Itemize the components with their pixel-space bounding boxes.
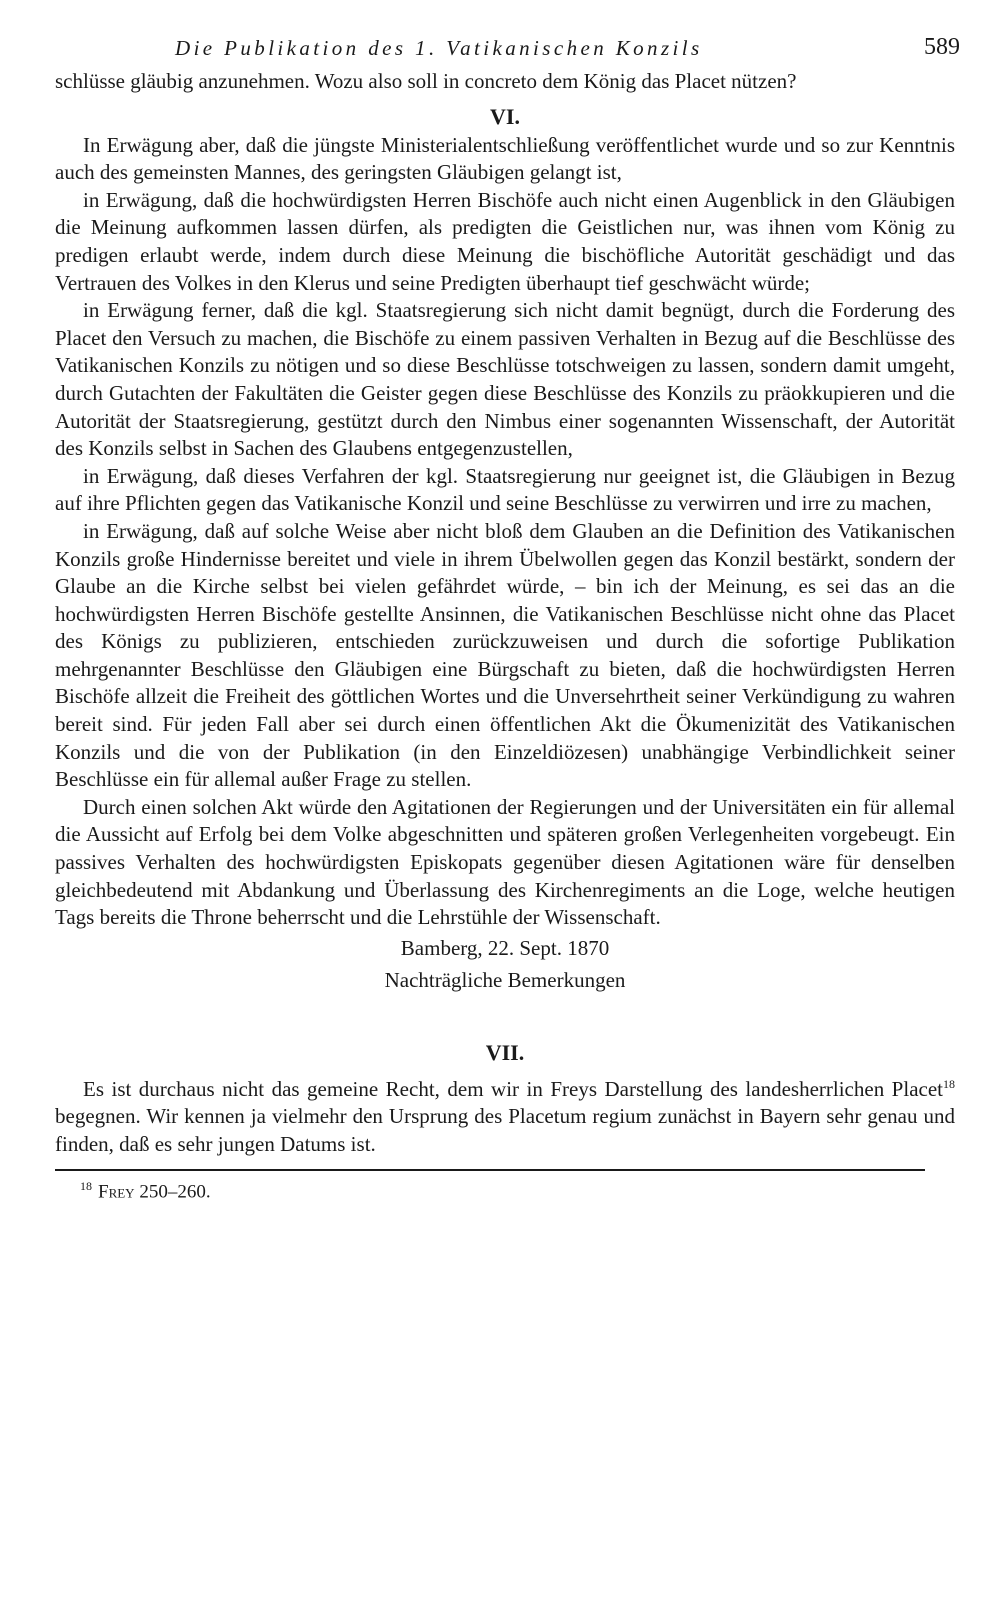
footnote-author: Frey bbox=[98, 1180, 135, 1202]
section-subtitle: Nachträgliche Bemerkungen bbox=[384, 967, 626, 992]
paragraph-vii bbox=[55, 1076, 955, 1159]
footnote-number: 18 bbox=[80, 1178, 92, 1193]
paragraph: in Erwägung, daß dieses Verfahren der kgl. Staatsregierung nur geeignet ist, die Gläubigen in Bezug auf ihre Pflichten gegen das Vatikanische Konzil und seine Beschlüsse zu verwirren und irre zu machen, bbox=[55, 463, 955, 516]
paragraph: in Erwägung, daß auf solche Weise aber nicht bloß dem Glauben an die Definition des Vatikanischen Konzils große Hindernisse bereitet und viele in ihrem Übelwollen gegen das Konzil bestärkt, sondern der Glaube an die Kirche selbst bei vielen gefährdet würde, – bin ich der Meinung, es sei das an die hochwürdigsten Herren Bischöfe gestellte Ansinnen, die Vatikanischen Beschlüsse nicht ohne das Placet des Königs zu publizieren, entschieden zurückzuweisen und durch die sofortige Publikation mehrgenannter Beschlüsse den Gläubigen eine Bürgschaft zu bieten, daß die hochwürdigsten Herren Bischöfe allzeit die Freiheit des göttlichen Wortes und die Unversehrtheit seiner Verkündigung zu wahren bereit sind. Für jeden Fall aber sei durch einen öffentlichen Akt die Ökumenizität des Vatikanischen Konzils und die von der Publikation (in den Einzeldiözesen) unabhängige Verbindlichkeit seiner Beschlüsse ein für allemal außer Frage zu stellen. bbox=[55, 518, 955, 792]
paragraph: Durch einen solchen Akt würde den Agitationen der Regierungen und der Universitäten ein für allemal die Aussicht auf Erfolg bei dem Volke abgeschnitten und späteren großen Verlegenheiten vorgebeugt. Ein passives Verhalten des hochwürdigsten Episkopats gegenüber diesen Agitationen wäre für denselben gleichbedeutend mit Abdankung und Überlassung des Kirchenregiments an die Loge, welche heutigen Tags bereits die Throne beherrscht und die Lehrstühle der Wissenschaft. bbox=[55, 794, 955, 930]
paragraph-text: Es ist durchaus nicht das gemeine Recht, dem wir in Freys Darstellung des landesherrlichen Placet bbox=[83, 1076, 943, 1101]
continuation-paragraph: schlüsse gläubig anzunehmen. Wozu also soll in concreto dem König das Placet nützen? bbox=[55, 69, 797, 93]
footnote-reference[interactable]: 18 bbox=[943, 1076, 955, 1091]
footnote bbox=[55, 1179, 955, 1203]
paragraph: in Erwägung ferner, daß die kgl. Staatsregierung sich nicht damit begnügt, durch die Forderung des Placet den Versuch zu machen, die Bischöfe zu einem passiven Verhalten in Bezug auf die Beschlüsse des Vatikanischen Konzils zu nötigen und so diese Beschlüsse totschweigen zu lassen, sondern damit umgeht, durch Gutachten der Fakultäten die Geister gegen diese Beschlüsse des Konzils zu präokkupieren und die Autorität der Staatsregierung, gestützt durch den Nimbus einer sogenannten Wissenschaft, der Autorität des Konzils selbst in Sachen des Glaubens entgegenzustellen, bbox=[55, 298, 955, 461]
paragraph: in Erwägung, daß die hochwürdigsten Herren Bischöfe auch nicht einen Augenblick in den Gläubigen die Meinung aufkommen lassen dürfen, als predigten die Geistlichen nur, was ihnen vom König zu predigen erlaubt werde, indem durch diese Meinung die bischöfliche Autorität geschädigt und das Vertrauen des Volkes in den Klerus und seine Predigten überhaupt tief geschwächt würde; bbox=[55, 187, 955, 295]
running-title: Die Publikation des 1. Vatikanischen Konzils bbox=[175, 36, 703, 60]
section-heading-vii: VII. bbox=[485, 1039, 525, 1065]
book-page bbox=[55, 28, 960, 1588]
paragraph-text: begegnen. Wir kennen ja vielmehr den Ursprung des Placetum regium zunächst in Bayern sehr genau und finden, daß es sehr jungen Datums ist. bbox=[55, 1104, 955, 1156]
body-text bbox=[55, 68, 955, 1159]
footnote-divider bbox=[55, 1169, 925, 1171]
footnote-pages: 250–260. bbox=[134, 1180, 211, 1202]
paragraph: In Erwägung aber, daß die jüngste Ministerialentschließung veröffentlichet wurde und so zur Kenntnis auch des gemeinsten Mannes, des geringsten Gläubigen gelangt ist, bbox=[55, 132, 955, 185]
place-date: Bamberg, 22. Sept. 1870 bbox=[400, 935, 610, 960]
running-head bbox=[55, 28, 960, 68]
section-heading-vi: VI. bbox=[490, 103, 520, 129]
page-number: 589 bbox=[924, 34, 960, 60]
